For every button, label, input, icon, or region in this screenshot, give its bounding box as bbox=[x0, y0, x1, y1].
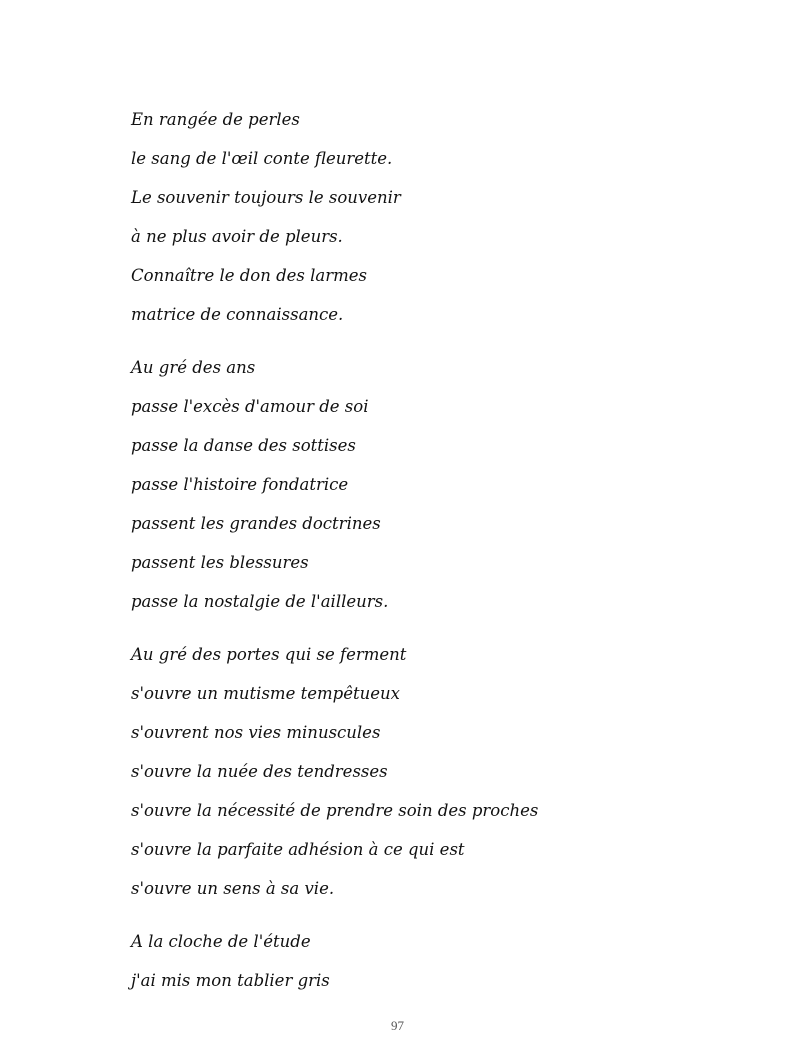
poem-line: passent les blessures bbox=[131, 553, 309, 572]
poem-line: passent les grandes doctrines bbox=[131, 514, 381, 533]
stanza-3 bbox=[131, 635, 731, 908]
poem-line: Au gré des ans bbox=[131, 358, 256, 377]
poem-line: s'ouvre un mutisme tempêtueux bbox=[131, 684, 400, 703]
poem-line: s'ouvrent nos vies minuscules bbox=[131, 723, 381, 742]
poem-body bbox=[131, 100, 731, 1000]
poem-line: s'ouvre la nuée des tendresses bbox=[131, 762, 388, 781]
poem-line: Au gré des portes qui se ferment bbox=[131, 645, 407, 664]
stanza-1 bbox=[131, 100, 731, 334]
poem-line: passe la danse des sottises bbox=[131, 436, 356, 455]
poem-line: A la cloche de l'étude bbox=[131, 932, 311, 951]
poem-line: le sang de l'œil conte fleurette. bbox=[131, 149, 393, 168]
poem-line: à ne plus avoir de pleurs. bbox=[131, 227, 343, 246]
stanza-2 bbox=[131, 348, 731, 621]
poem-line: Connaître le don des larmes bbox=[131, 266, 368, 285]
poem-line: s'ouvre un sens à sa vie. bbox=[131, 879, 335, 898]
page-number: 97 bbox=[391, 1018, 404, 1033]
poem-line: matrice de connaissance. bbox=[131, 305, 344, 324]
poem-line: j'ai mis mon tablier gris bbox=[131, 971, 330, 990]
stanza-4 bbox=[131, 922, 731, 1000]
poem-line: passe la nostalgie de l'ailleurs. bbox=[131, 592, 389, 611]
poem-line: En rangée de perles bbox=[131, 110, 300, 129]
poem-line: s'ouvre la parfaite adhésion à ce qui est bbox=[131, 840, 465, 859]
poem-line: s'ouvre la nécessité de prendre soin des proches bbox=[131, 801, 539, 820]
poem-line: passe l'excès d'amour de soi bbox=[131, 397, 369, 416]
poem-line: passe l'histoire fondatrice bbox=[131, 475, 349, 494]
poem-line: Le souvenir toujours le souvenir bbox=[131, 188, 401, 207]
